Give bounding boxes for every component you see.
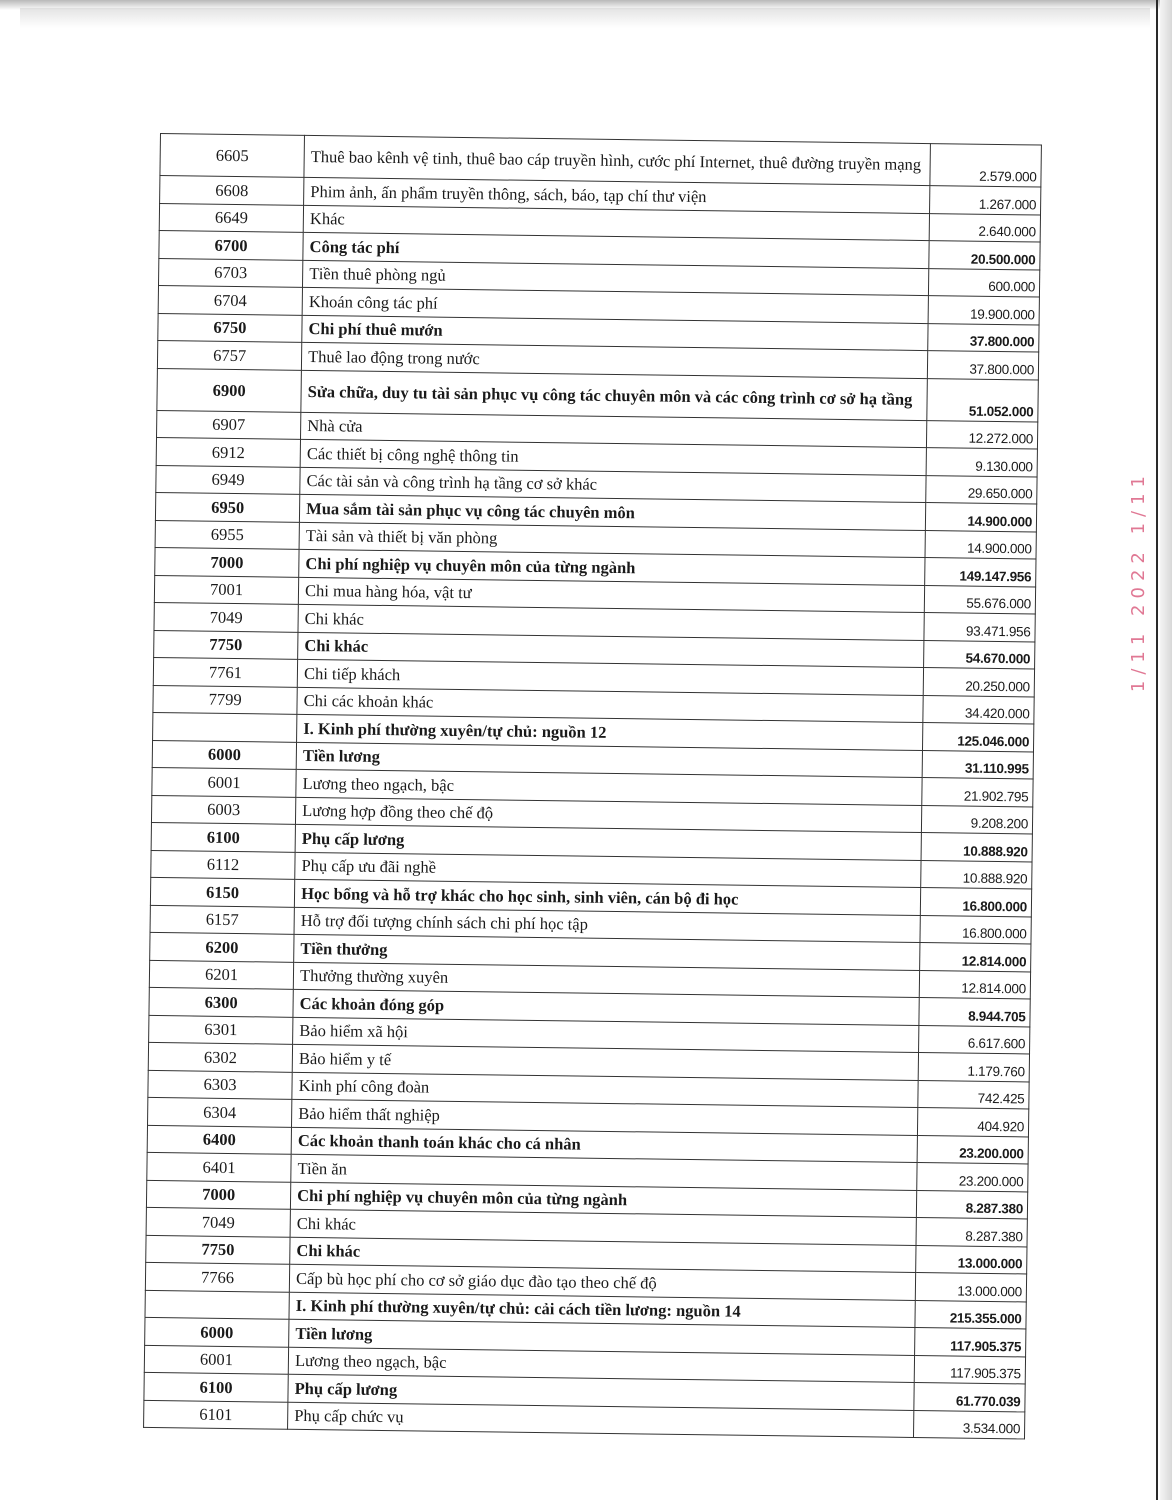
account-code-cell: 6303 (148, 1070, 292, 1099)
description-cell: Chi phí nghiệp vụ chuyên môn của từng ngành (299, 549, 925, 585)
account-code-cell: 6101 (144, 1400, 288, 1429)
account-code-cell: 6001 (152, 767, 296, 796)
account-code-cell: 6000 (152, 740, 296, 769)
description-cell: Tiền thưởng (294, 934, 920, 970)
account-code-cell: 6000 (145, 1317, 289, 1346)
account-code-cell: 7799 (153, 685, 297, 714)
account-code-cell: 6955 (155, 520, 299, 549)
account-code-cell: 6700 (159, 230, 303, 259)
account-code-cell: 6605 (160, 134, 305, 178)
description-cell: Tiền ăn (291, 1154, 917, 1190)
account-code-cell: 6649 (159, 203, 303, 232)
amount-cell: 8.944.705 (919, 998, 1030, 1027)
page-edge-line (1156, 0, 1158, 1500)
amount-cell: 34.420.000 (923, 695, 1034, 724)
amount-cell: 2.640.000 (929, 213, 1040, 242)
account-code-cell (153, 712, 297, 741)
amount-cell: 20.500.000 (929, 241, 1040, 270)
amount-cell: 13.000.000 (916, 1245, 1027, 1274)
amount-cell: 215.355.000 (915, 1300, 1026, 1329)
amount-cell: 10.888.920 (921, 833, 1032, 862)
account-code-cell: 6100 (151, 822, 295, 851)
account-code-cell: 7000 (146, 1180, 290, 1209)
account-code-cell: 7761 (153, 657, 297, 686)
account-code-cell: 6150 (150, 877, 294, 906)
amount-cell: 12.272.000 (927, 420, 1038, 449)
account-code-cell: 6704 (158, 285, 302, 314)
description-cell: Chi tiếp khách (297, 659, 923, 695)
account-code-cell: 7000 (155, 547, 299, 576)
amount-cell: 14.900.000 (925, 530, 1036, 559)
description-cell: Chi khác (290, 1209, 916, 1245)
description-cell: Các khoản thanh toán khác cho cá nhân (291, 1127, 917, 1163)
account-code-cell: 6757 (157, 340, 301, 369)
amount-cell: 93.471.956 (924, 613, 1035, 642)
account-code-cell: 7049 (146, 1207, 290, 1236)
amount-cell: 117.905.375 (914, 1355, 1025, 1384)
description-cell: Các tài sản và công trình hạ tầng cơ sở khác (300, 467, 926, 503)
account-code-cell: 6112 (151, 850, 295, 879)
amount-cell: 3.534.000 (914, 1410, 1025, 1439)
amount-cell: 23.200.000 (917, 1163, 1028, 1192)
amount-cell: 16.800.000 (920, 915, 1031, 944)
description-cell: Hỗ trợ đối tượng chính sách chi phí học tập (294, 907, 920, 943)
description-cell: Chi khác (298, 632, 924, 668)
amount-cell: 8.287.380 (917, 1190, 1028, 1219)
account-code-cell: 6608 (160, 176, 304, 205)
amount-cell: 31.110.995 (922, 750, 1033, 779)
account-code-cell: 6400 (147, 1125, 291, 1154)
description-cell: I. Kinh phí thường xuyên/tự chủ: nguồn 12 (297, 714, 923, 750)
account-code-cell: 6157 (150, 905, 294, 934)
amount-cell: 55.676.000 (925, 585, 1036, 614)
amount-cell: 404.920 (918, 1108, 1029, 1137)
budget-table (143, 133, 1042, 1439)
description-cell: Các thiết bị công nghệ thông tin (300, 439, 926, 475)
budget-table-body (144, 134, 1042, 1439)
account-code-cell: 6200 (150, 932, 294, 961)
amount-cell: 742.425 (918, 1080, 1029, 1109)
account-code-cell: 6907 (157, 410, 301, 439)
description-cell: Tiền thuê phòng ngủ (303, 260, 929, 296)
amount-cell: 37.800.000 (928, 351, 1039, 380)
amount-cell: 2.579.000 (930, 144, 1041, 187)
amount-cell: 1.267.000 (930, 186, 1041, 215)
account-code-cell: 7001 (154, 575, 298, 604)
amount-cell: 13.000.000 (916, 1272, 1027, 1301)
amount-cell: 9.208.200 (922, 805, 1033, 834)
page-edge-shadow (1160, 0, 1172, 1500)
account-code-cell: 6003 (151, 795, 295, 824)
account-code-cell: 6401 (147, 1152, 291, 1181)
account-code-cell (145, 1290, 289, 1319)
amount-cell: 37.800.000 (928, 323, 1039, 352)
description-cell: Chi khác (298, 604, 924, 640)
amount-cell: 29.650.000 (926, 475, 1037, 504)
description-cell: Thuê lao động trong nước (302, 342, 928, 378)
description-cell: Chi khác (290, 1237, 916, 1273)
description-cell: Mua sắm tài sản phục vụ công tác chuyên môn (300, 494, 926, 530)
account-code-cell: 6703 (159, 258, 303, 287)
description-cell: Lương theo ngạch, bậc (288, 1347, 914, 1383)
amount-cell: 10.888.920 (921, 860, 1032, 889)
description-cell: Kinh phí công đoàn (292, 1072, 918, 1108)
description-cell: Phụ cấp ưu đãi nghề (295, 852, 921, 888)
description-cell: Lương theo ngạch, bậc (296, 769, 922, 805)
amount-cell: 8.287.380 (916, 1217, 1027, 1246)
description-cell: Tiền lương (289, 1319, 915, 1355)
account-code-cell: 6300 (149, 987, 293, 1016)
description-cell: Bảo hiểm y tế (292, 1044, 918, 1080)
account-code-cell: 6750 (158, 313, 302, 342)
description-cell: Lương hợp đồng theo chế độ (296, 797, 922, 833)
amount-cell: 125.046.000 (923, 723, 1034, 752)
amount-cell: 117.905.375 (915, 1327, 1026, 1356)
account-code-cell: 6900 (157, 368, 302, 412)
description-cell: Phụ cấp lương (295, 824, 921, 860)
amount-cell: 20.250.000 (923, 668, 1034, 697)
description-cell: Nhà cửa (301, 412, 927, 448)
amount-cell: 9.130.000 (926, 448, 1037, 477)
description-cell: Các khoản đóng góp (293, 989, 919, 1025)
amount-cell: 51.052.000 (927, 378, 1038, 421)
amount-cell: 16.800.000 (921, 888, 1032, 917)
description-cell: Học bổng và hỗ trợ khác cho học sinh, sinh viên, cán bộ đi học (294, 879, 920, 915)
account-code-cell: 7049 (154, 602, 298, 631)
account-code-cell: 6302 (148, 1042, 292, 1071)
description-cell: Phụ cấp chức vụ (288, 1402, 914, 1438)
account-code-cell: 7750 (154, 630, 298, 659)
description-cell: Chi phí thuê mướn (302, 315, 928, 351)
description-cell: Thưởng thường xuyên (293, 962, 919, 998)
amount-cell: 19.900.000 (928, 296, 1039, 325)
amount-cell: 14.900.000 (926, 503, 1037, 532)
description-cell: Chi các khoản khác (297, 687, 923, 723)
description-cell: Bảo hiểm xã hội (293, 1017, 919, 1053)
handwritten-margin-annotation: 1/11 2022 1/11 (1128, 470, 1149, 693)
description-cell: Sửa chữa, duy tu tài sản phục vụ công tác chuyên môn và các công trình cơ sở hạ tầng (301, 370, 928, 420)
amount-cell: 1.179.760 (918, 1053, 1029, 1082)
description-cell: I. Kinh phí thường xuyên/tự chủ: cải cách tiền lương: nguồn 14 (289, 1292, 915, 1328)
amount-cell: 600.000 (929, 268, 1040, 297)
account-code-cell: 6100 (144, 1372, 288, 1401)
account-code-cell: 6304 (148, 1097, 292, 1126)
description-cell: Chi mua hàng hóa, vật tư (298, 577, 924, 613)
description-cell: Tài sản và thiết bị văn phòng (299, 522, 925, 558)
account-code-cell: 6949 (156, 465, 300, 494)
amount-cell: 12.814.000 (920, 943, 1031, 972)
account-code-cell: 6001 (144, 1345, 288, 1374)
description-cell: Phim ảnh, ấn phẩm truyền thông, sách, báo, tạp chí thư viện (304, 177, 930, 213)
description-cell: Phụ cấp lương (288, 1374, 914, 1410)
account-code-cell: 6950 (155, 492, 299, 521)
amount-cell: 12.814.000 (919, 970, 1030, 999)
amount-cell: 54.670.000 (924, 640, 1035, 669)
account-code-cell: 6912 (156, 437, 300, 466)
amount-cell: 21.902.795 (922, 778, 1033, 807)
description-cell: Khác (303, 205, 929, 241)
amount-cell: 6.617.600 (919, 1025, 1030, 1054)
description-cell: Cấp bù học phí cho cơ sở giáo dục đào tạo theo chế độ (289, 1264, 915, 1300)
account-code-cell: 7750 (146, 1235, 290, 1264)
description-cell: Công tác phí (303, 232, 929, 268)
scan-top-fade (20, 8, 1150, 28)
account-code-cell: 7766 (145, 1262, 289, 1291)
amount-cell: 23.200.000 (917, 1135, 1028, 1164)
description-cell: Tiền lương (296, 742, 922, 778)
description-cell: Bảo hiểm thất nghiệp (292, 1099, 918, 1135)
description-cell: Chi phí nghiệp vụ chuyên môn của từng ngành (291, 1182, 917, 1218)
amount-cell: 149.147.956 (925, 558, 1036, 587)
description-cell: Thuê bao kênh vệ tinh, thuê bao cáp truyền hình, cước phí Internet, thuê đường truyền mạng (304, 135, 931, 185)
account-code-cell: 6301 (149, 1015, 293, 1044)
amount-cell: 61.770.039 (914, 1382, 1025, 1411)
description-cell: Khoán công tác phí (302, 287, 928, 323)
account-code-cell: 6201 (149, 960, 293, 989)
